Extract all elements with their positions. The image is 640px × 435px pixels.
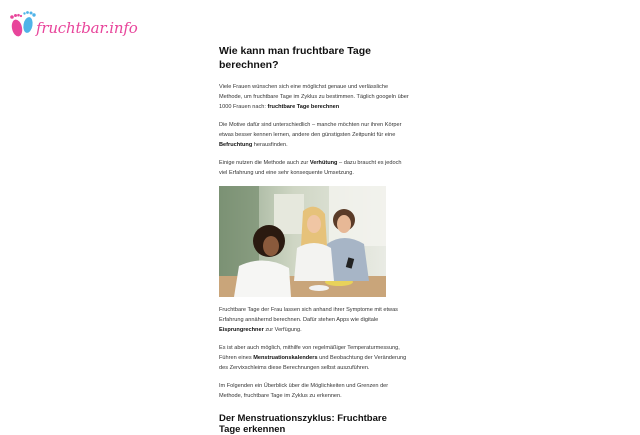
paragraph-text: Es ist aber auch möglich, mithilfe von regelmäßiger Temperaturmessung, Führen eines <box>219 345 400 361</box>
paragraph-motives <box>219 120 409 150</box>
article-photo <box>219 186 386 297</box>
bold-keyword: Eisprungrechner <box>219 327 264 333</box>
paragraph-text: – dazu braucht es jedoch viel Erfahrung und eine sehr konsequente Umsetzung. <box>219 160 402 176</box>
paragraph-methods <box>219 343 409 373</box>
paragraph-text: Fruchtbare Tage der Frau lassen sich anhand ihrer Symptome mit etwas Erfahrung annähernd berechnen. Dafür stehen Apps wie digitale <box>219 307 398 323</box>
bold-keyword: Verhütung <box>309 160 338 166</box>
bold-keyword: fruchtbare Tage berechnen <box>267 104 340 110</box>
paragraph-intro <box>219 82 409 112</box>
paragraph-text: Die Motive dafür sind unterschiedlich – manche möchten nur ihren Körper etwas besser kennen lernen, andere den günstigsten Zeitpunkt für eine <box>219 122 402 138</box>
baby-feet-icon <box>8 9 38 41</box>
brand-name: fruchtbar.info <box>36 19 138 37</box>
bold-keyword: Befruchtung <box>219 142 253 148</box>
article <box>219 44 409 435</box>
article-title: Wie kann man fruchtbare Tage berechnen? <box>219 45 371 71</box>
bold-keyword: Menstruationskalenders <box>253 355 318 361</box>
paragraph-text: Im Folgenden ein Überblick über die Möglichkeiten und Grenzen der Methode, fruchtbare Tage im Zyklus zu erkennen. <box>219 383 389 399</box>
paragraph-text: Einige nutzen die Methode auch zur <box>219 160 310 166</box>
section-heading: Der Menstruationszyklus: Fruchtbare Tage erkennen <box>219 413 387 435</box>
paragraph-text: Viele Frauen wünschen sich eine möglichst genaue und verlässliche Methode, um fruchtbare Tage im Zyklus zu bestimmen. Täglich googeln über 1000 Frauen nach: <box>219 84 409 110</box>
paragraph-contraception <box>219 158 409 178</box>
paragraph-text: und Beobachtung der Veränderung des Zervixschleims diese Berechnungen selbst auszuführen. <box>219 355 407 371</box>
site-logo[interactable] <box>8 8 138 42</box>
paragraph-overview <box>219 381 409 401</box>
paragraph-text: herausfinden. <box>252 142 288 148</box>
paragraph-text: zur Verfügung. <box>263 327 302 333</box>
paragraph-apps <box>219 305 409 335</box>
